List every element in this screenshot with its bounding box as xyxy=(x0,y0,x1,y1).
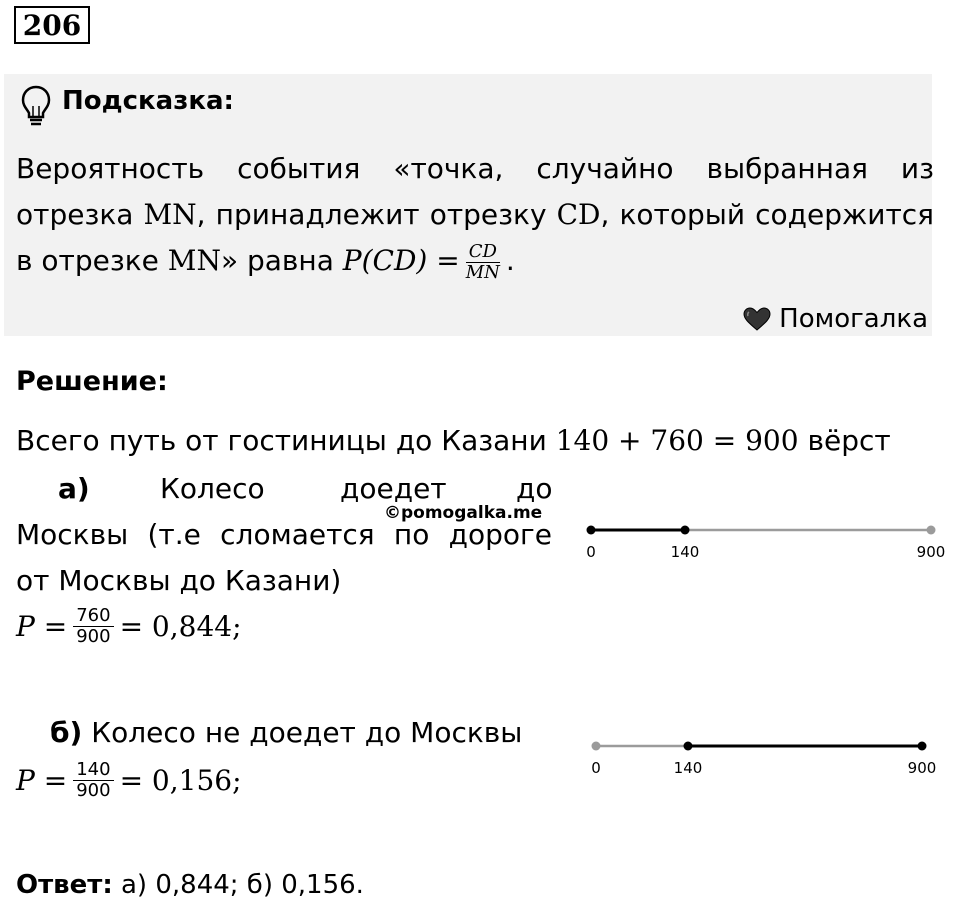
number-line-tick-label: 900 xyxy=(907,759,937,777)
hint-line-2: отрезка MN, принадлежит отрезку CD, который содержится xyxy=(16,198,934,231)
hint-line-1: Вероятность события «точка, случайно выбранная из xyxy=(16,152,934,185)
hint-text xyxy=(16,146,934,284)
part-a-line-3: от Москвы до Казани) xyxy=(16,564,342,597)
number-line-tick-label: 0 xyxy=(591,759,601,777)
number-line-point xyxy=(592,742,601,751)
number-line-point xyxy=(918,742,927,751)
part-a-fraction: $\frac{760}{900}$ xyxy=(73,606,113,647)
heart-icon xyxy=(743,307,771,331)
lightbulb-icon xyxy=(20,84,52,128)
problem-number: 206 xyxy=(14,6,90,44)
number-line-point xyxy=(681,526,690,535)
solution-label: Решение: xyxy=(16,366,168,397)
number-line-tick-label: 140 xyxy=(673,759,703,777)
brand: Помогалка xyxy=(743,304,928,334)
hint-formula-fraction: $\frac{CD}{MN}$ xyxy=(465,240,500,283)
hint-title: Подсказка: xyxy=(62,86,234,116)
part-b-equation: P = $\frac{140}{900}$ = 0,156; xyxy=(16,759,242,801)
number-line-point xyxy=(927,526,936,535)
part-b-fraction: $\frac{140}{900}$ xyxy=(73,760,113,801)
part-a-line-2: Москвы (т.е сломается по дороге xyxy=(16,518,552,551)
hint-formula-lhs: P(CD) = xyxy=(342,244,460,277)
number-line-point xyxy=(684,742,693,751)
number-line-tick-label: 900 xyxy=(916,543,946,561)
hint-line-3: в отрезке MN» равна P(CD) = $\frac{CD}{MN}$ . xyxy=(16,240,515,283)
part-b-line: б) Колесо не доедет до Москвы xyxy=(50,716,523,749)
number-line-point xyxy=(587,526,596,535)
number-line-tick-label: 140 xyxy=(670,543,700,561)
number-line-a xyxy=(578,518,948,564)
answer: Ответ: а) 0,844; б) 0,156. xyxy=(16,870,364,900)
number-line-b xyxy=(584,734,948,780)
total-line: Всего путь от гостиницы до Казани 140 + 760 = 900 вёрст xyxy=(16,424,891,457)
watermark: ©pomogalka.me xyxy=(384,503,543,523)
part-a-equation: P = $\frac{760}{900}$ = 0,844; xyxy=(16,605,242,647)
hint-box xyxy=(4,74,932,336)
number-line-tick-label: 0 xyxy=(586,543,596,561)
